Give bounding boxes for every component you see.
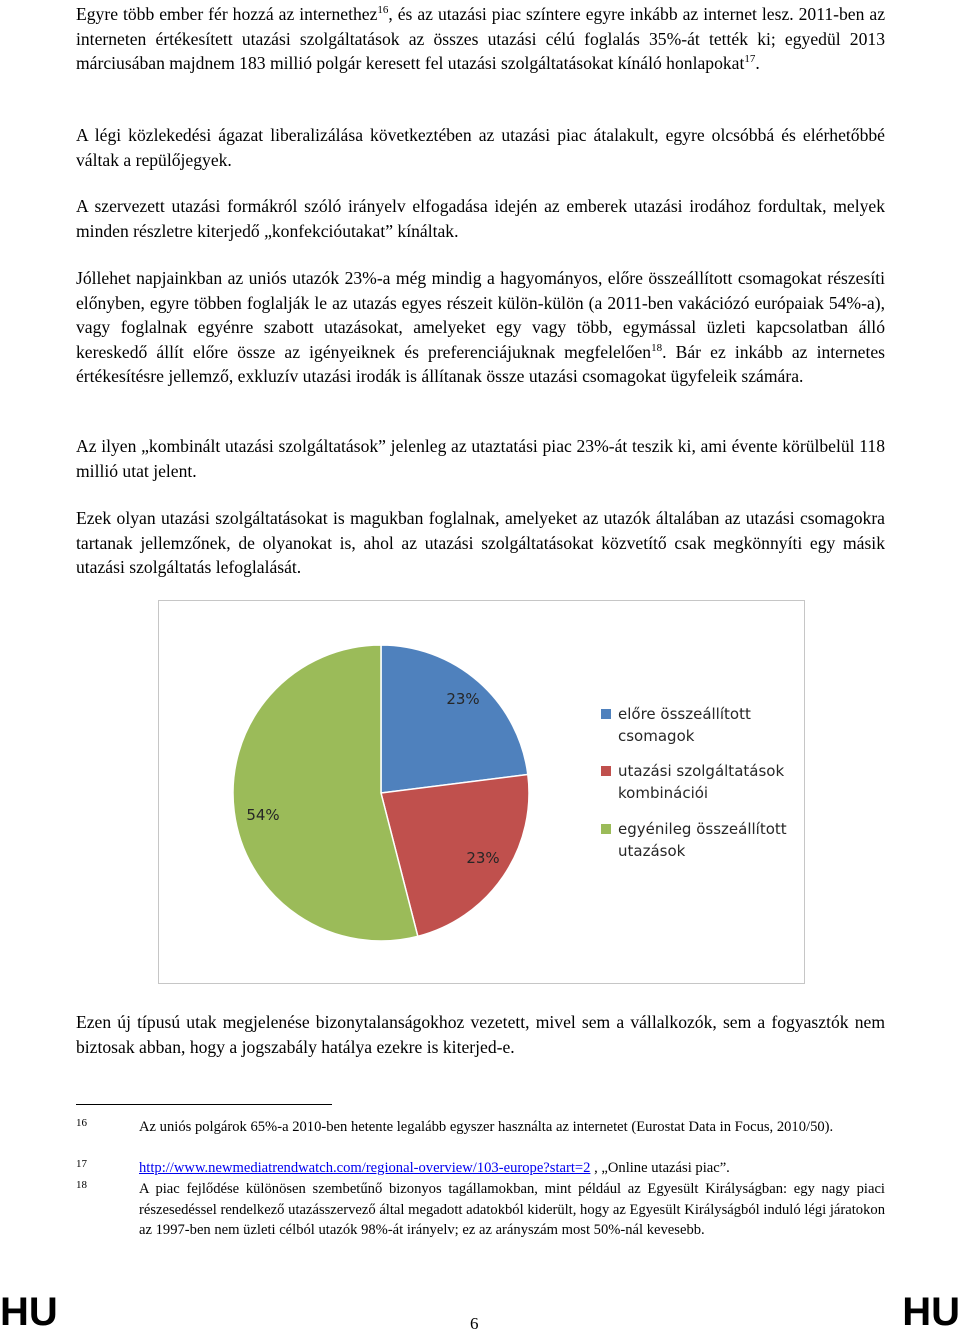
paragraph-uncertainty: Ezen új típusú utak megjelenése bizonytalanságokhoz vezetett, mivel sem a vállalkozók, sem a fogyasztók nem biztosak abban, hogy a jogszabály hatálya ezekre is kiterjed-e. — [76, 1012, 885, 1057]
paragraph-combined-description: Ezek olyan utazási szolgáltatásokat is magukban foglalnak, amelyeket az utazók általában az utazási csomagokra tartanak jellemzőnek, de olyanokat is, ahol az utazási szolgáltatásokat közvetítő csak megkönnyíti egy másik utazási szolgáltatás lefoglalását. — [76, 508, 885, 577]
footnote-number: 17 — [76, 1158, 87, 1170]
footnote-text: Az uniós polgárok 65%-a 2010-ben hetente legalább egyszer használta az internetet (Eurostat Data in Focus, 2010/50). — [139, 1119, 834, 1135]
paragraph-travel-shares — [76, 266, 885, 389]
footnote-link[interactable]: http://www.newmediatrendwatch.com/regional-overview/103-europe?start=2 — [139, 1160, 591, 1176]
pie-data-label: 54% — [246, 806, 280, 824]
legend-label: csomagok — [618, 727, 695, 745]
paragraph-directive-history: A szervezett utazási formákról szóló irányelv elfogadása idején az emberek utazási irodához fordultak, melyek minden részletre kiterjedő „konfekcióutakat” kínáltak. — [76, 196, 885, 241]
p1-text-a: Egyre több ember fér hozzá az internethez — [76, 4, 378, 24]
footnote-text: A piac fejlődése különösen szembetűnő bizonyos tagállamokban, mint például az Egyesült Királyságban: egy nagy piaci részesedéssel rendelkező utazásszervező által megadott adatokból kiderült, hogy az Egyesült Királyságból induló légi járatokon az 1997-ben nem üzleti célból utazók 98%-át irányelv; ez az arányszám most 50%-nál kevesebb. — [139, 1181, 885, 1238]
footnote-ref-17[interactable]: 17 — [744, 53, 756, 65]
footnote-number: 16 — [76, 1117, 87, 1129]
legend-swatch — [601, 824, 611, 834]
footnote-number: 18 — [76, 1179, 87, 1191]
paragraph-internet-access — [76, 2, 885, 76]
p4-text-b: . Bár ez inkább az internetes értékesítésre jellemző, exkluzív utazási irodák is állítanak össze utazási csomagokat ügyfeleik számára. — [76, 341, 885, 386]
legend-label: kombinációi — [618, 784, 709, 802]
pie-data-label: 23% — [446, 690, 480, 708]
footnote-18 — [76, 1179, 885, 1241]
legend-label: utazási szolgáltatások — [618, 762, 785, 780]
footnote-ref-16[interactable]: 16 — [377, 4, 389, 16]
pie-chart-canvas — [159, 601, 804, 983]
language-code-left: HU — [0, 1290, 58, 1334]
legend-swatch — [601, 766, 611, 776]
legend-swatch — [601, 709, 611, 719]
footnote-17 — [76, 1158, 885, 1179]
language-code-right: HU — [902, 1290, 960, 1334]
legend-label: utazások — [618, 842, 686, 860]
paragraph-combined-services: Az ilyen „kombinált utazási szolgáltatások” jelenleg az utaztatási piac 23%-át teszik ki, ami évente körülbelül 118 millió utat jelent. — [76, 436, 885, 481]
footnote-16 — [76, 1117, 885, 1138]
pie-data-label: 23% — [466, 849, 500, 867]
pie-chart — [158, 600, 805, 984]
pie-slice-1 — [381, 645, 528, 793]
footnote-separator — [76, 1104, 332, 1105]
legend-label: előre összeállított — [618, 705, 751, 723]
p1-text-c: . — [755, 53, 760, 73]
footnote-ref-18[interactable]: 18 — [651, 341, 663, 354]
footnote-link-caption: , „Online utazási piac”. — [590, 1160, 730, 1176]
p4-text-a: Jóllehet napjainkban az uniós utazók 23%-a még mindig a hagyományos, előre összeállított csomagokat részesíti előnyben, egyre többen foglalják le az utazás egyes részeit külön-külön (a 2011-ben vakációzó európaiak 54%-a), vagy foglalnak egyénre szabott utazásokat, amelyeket egy vagy több, egymással üzleti kapcsolatban álló kereskedő állít előre össze az igényeiknek és preferenciájuknak megfelelően — [76, 268, 885, 362]
legend-label: egyénileg összeállított — [618, 820, 787, 838]
p1-text-b: , és az utazási piac színtere egyre inkább az internet lesz. 2011-ben az interneten értékesített utazási szolgáltatások az összes utazási célú foglalás 35%-át tették ki; egyedül 2013 márciusában majdnem 183 millió polgár keresett fel utazási szolgáltatásokat kínáló honlapokat — [76, 4, 885, 73]
footnote-text — [139, 1158, 885, 1179]
paragraph-air-liberalisation: A légi közlekedési ágazat liberalizálása következtében az utazási piac átalakult, egyre olcsóbbá és elérhetőbbé váltak a repülőjegyek. — [76, 125, 885, 170]
page-number: 6 — [470, 1314, 479, 1333]
